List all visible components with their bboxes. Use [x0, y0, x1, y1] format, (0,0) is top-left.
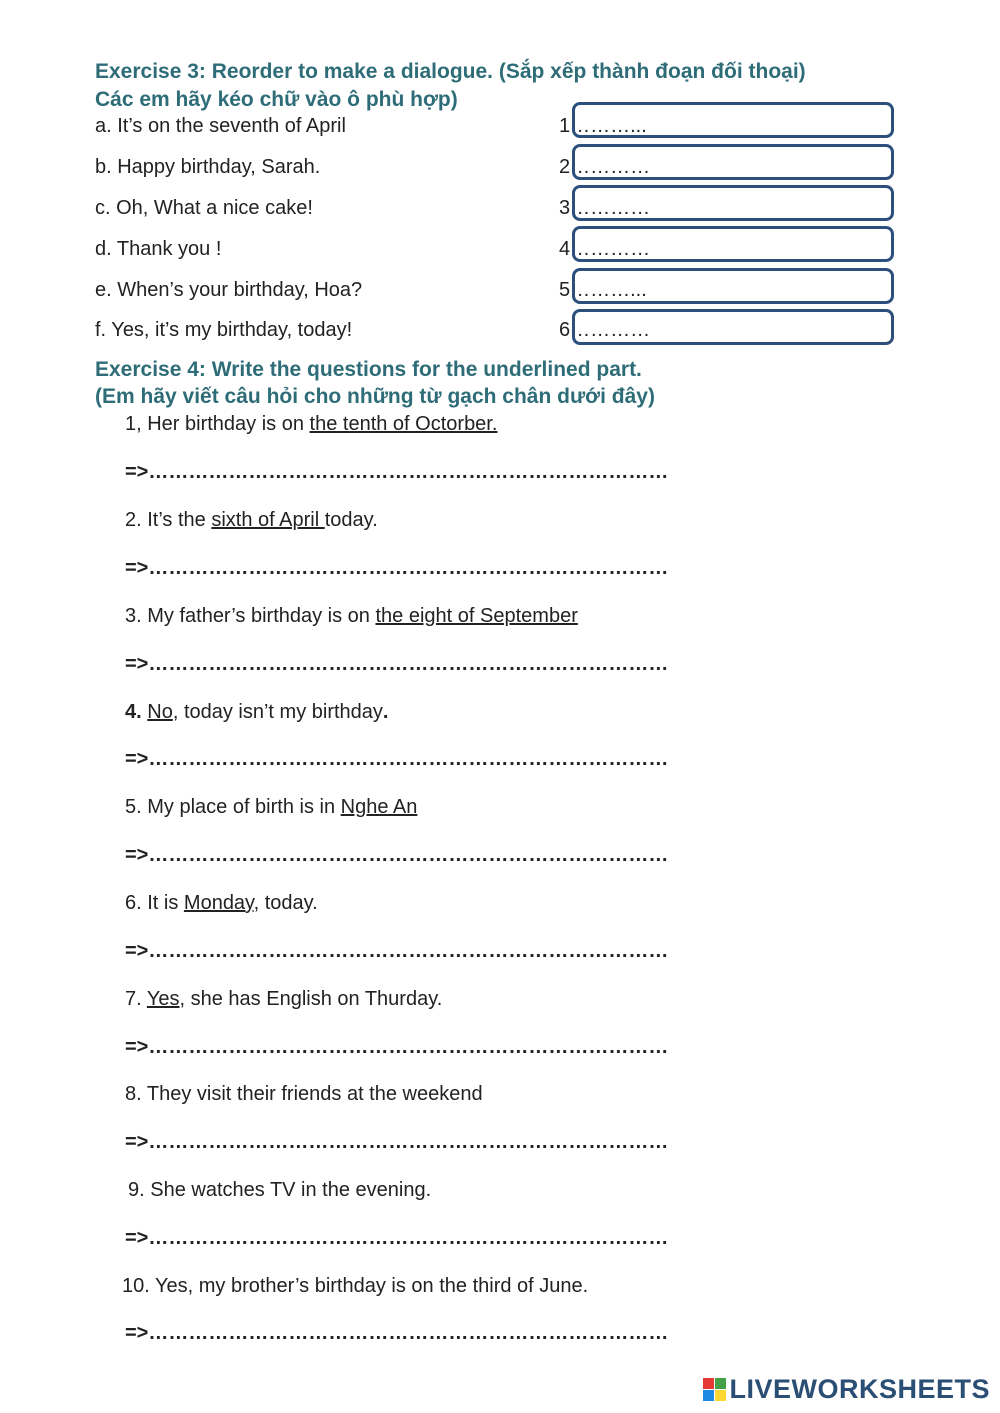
drop-box-2[interactable] [572, 144, 894, 180]
question-text: 8. They visit their friends at the weekend [125, 1083, 483, 1105]
logo-icon [703, 1378, 726, 1401]
question-8 [125, 1083, 483, 1106]
underlined-part: the eight of September [375, 605, 578, 627]
logo-square [715, 1390, 726, 1401]
exercise3-title: Exercise 3: Reorder to make a dialogue. (Sắp xếp thành đoạn đối thoại) [95, 60, 806, 83]
exercise3-subtitle: Các em hãy kéo chữ vào ô phù hợp) [95, 88, 458, 111]
answer-line-3[interactable]: =>…………………………………………………………………… [125, 653, 669, 675]
question-text: 9. She watches TV in the evening. [128, 1179, 432, 1201]
question-text: 5. My place of birth is in [125, 796, 341, 818]
answer-line-6[interactable]: =>…………………………………………………………………… [125, 940, 669, 962]
sentence-f: f. Yes, it’s my birthday, today! [95, 319, 353, 341]
question-text: , today isn’t my birthday [172, 701, 383, 723]
question-text: 1, Her birthday is on [125, 413, 310, 435]
answer-line-9[interactable]: =>…………………………………………………………………… [125, 1227, 669, 1249]
sentence-e: e. When’s your birthday, Hoa? [95, 279, 363, 301]
question-2 [125, 509, 378, 532]
question-end-mark: . [382, 701, 389, 723]
drop-box-4[interactable] [572, 226, 894, 262]
slot-label-3: 3………… [559, 197, 651, 219]
answer-line-7[interactable]: =>…………………………………………………………………… [125, 1036, 669, 1058]
sentence-b: b. Happy birthday, Sarah. [95, 156, 321, 178]
drop-box-6[interactable] [572, 309, 894, 345]
answer-line-8[interactable]: =>…………………………………………………………………… [125, 1131, 669, 1153]
logo-square [715, 1378, 726, 1389]
sentence-d: d. Thank you ! [95, 238, 222, 260]
drop-box-1[interactable] [572, 102, 894, 138]
sentence-a: a. It’s on the seventh of April [95, 115, 346, 137]
question-text: 2. It’s the [125, 509, 212, 531]
question-text: today. [324, 509, 378, 531]
answer-line-1[interactable]: =>…………………………………………………………………… [125, 461, 669, 483]
question-text: 10. Yes, my brother’s birthday is on the third of June. [122, 1275, 589, 1297]
logo-square [703, 1390, 714, 1401]
underlined-part: Nghe An [340, 796, 418, 818]
logo-square [703, 1378, 714, 1389]
underlined-part: Monday [183, 892, 254, 914]
answer-line-10[interactable]: =>…………………………………………………………………… [125, 1322, 669, 1344]
underlined-part: Yes [146, 988, 180, 1010]
slot-label-2: 2………… [559, 156, 651, 178]
slot-label-4: 4………… [559, 238, 651, 260]
question-text: 3. My father’s birthday is on [125, 605, 376, 627]
answer-line-5[interactable]: =>…………………………………………………………………… [125, 844, 669, 866]
underlined-part: the tenth of Octorber. [309, 413, 498, 435]
answer-line-2[interactable]: =>…………………………………………………………………… [125, 557, 669, 579]
sentence-c: c. Oh, What a nice cake! [95, 197, 313, 219]
question-7 [125, 988, 442, 1011]
question-text: 6. It is [125, 892, 184, 914]
question-number: 4. [125, 701, 142, 723]
question-text: , today. [253, 892, 318, 914]
drop-box-5[interactable] [572, 268, 894, 304]
exercise4-title: Exercise 4: Write the questions for the underlined part. [95, 358, 642, 381]
question-1 [125, 413, 497, 436]
underlined-part: No [147, 701, 173, 723]
underlined-part: sixth of April [211, 509, 325, 531]
slot-label-5: 5………... [559, 279, 647, 301]
drop-box-3[interactable] [572, 185, 894, 221]
exercise4-subtitle: (Em hãy viết câu hỏi cho những từ gạch chân dưới đây) [95, 385, 655, 408]
logo-text: LIVEWORKSHEETS [729, 1374, 990, 1404]
question-9 [128, 1179, 431, 1202]
slot-label-1: 1………... [559, 115, 647, 137]
question-4 [125, 701, 388, 724]
liveworksheets-logo [703, 1374, 990, 1405]
answer-line-4[interactable]: =>…………………………………………………………………… [125, 748, 669, 770]
question-10 [122, 1275, 588, 1298]
question-3 [125, 605, 578, 628]
slot-label-6: 6………… [559, 319, 651, 341]
question-text: , she has English on Thurday. [179, 988, 443, 1010]
question-5 [125, 796, 417, 819]
question-text: 7. [125, 988, 147, 1010]
question-6 [125, 892, 318, 915]
